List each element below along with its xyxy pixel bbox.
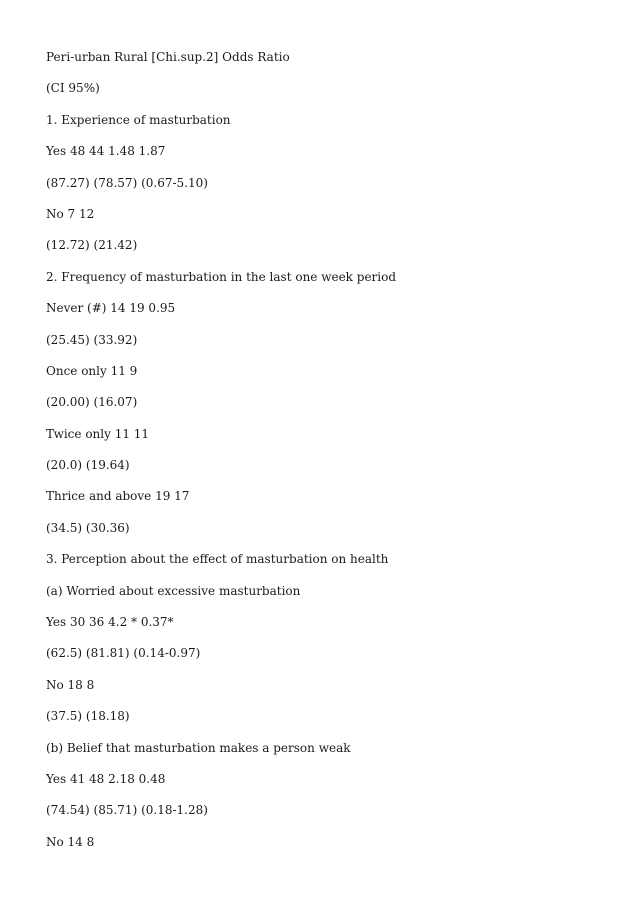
table-row: (12.72) (21.42) xyxy=(46,238,138,253)
table-row: Thrice and above 19 17 xyxy=(46,489,190,504)
table-row: (62.5) (81.81) (0.14-0.97) xyxy=(46,646,201,661)
section-heading: 1. Experience of masturbation xyxy=(46,112,231,127)
table-row: (20.00) (16.07) xyxy=(46,395,138,410)
table-row: No 7 12 xyxy=(46,206,95,221)
table-row: Never (#) 14 19 0.95 xyxy=(46,301,176,316)
table-row: (25.45) (33.92) xyxy=(46,332,138,347)
subsection-heading: (a) Worried about excessive masturbation xyxy=(46,583,301,598)
table-row: No 18 8 xyxy=(46,677,95,692)
table-header-ci: (CI 95%) xyxy=(46,81,100,96)
table-row: (20.0) (19.64) xyxy=(46,458,130,473)
table-row: (37.5) (18.18) xyxy=(46,709,130,724)
table-row: (34.5) (30.36) xyxy=(46,520,130,535)
subsection-heading: (b) Belief that masturbation makes a person weak xyxy=(46,740,351,755)
table-row: Yes 30 36 4.2 * 0.37* xyxy=(46,615,174,630)
table-row: No 14 8 xyxy=(46,834,95,849)
table-row: Twice only 11 11 xyxy=(46,426,150,441)
table-header: Peri-urban Rural [Chi.sup.2] Odds Ratio xyxy=(46,50,290,64)
table-row: Yes 41 48 2.18 0.48 xyxy=(46,771,166,786)
table-row: (87.27) (78.57) (0.67-5.10) xyxy=(46,175,208,190)
section-heading: 2. Frequency of masturbation in the last one week period xyxy=(46,269,397,284)
table-row: (74.54) (85.71) (0.18-1.28) xyxy=(46,803,208,818)
table-row: Once only 11 9 xyxy=(46,363,138,378)
section-heading: 3. Perception about the effect of masturbation on health xyxy=(46,552,389,567)
document-body xyxy=(46,48,606,864)
table-row: Yes 48 44 1.48 1.87 xyxy=(46,144,166,159)
